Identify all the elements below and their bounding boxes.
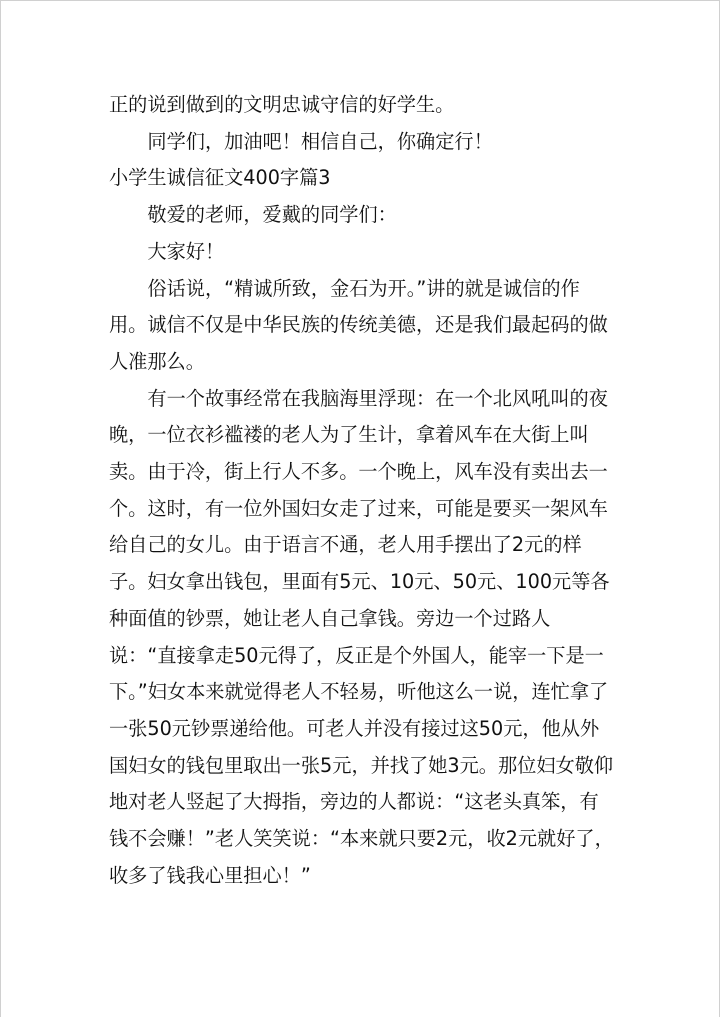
essay-heading: 小学生诚信征文400字篇3 [109,166,331,190]
document-body [109,87,617,894]
paragraph-proverb: 俗话说，“精诚所致，金石为开。”讲的就是诚信的作用。诚信不仅是中华民族的传统美德，还是我们最起码的做人准那么。 [109,276,608,373]
paragraph-greeting: 敬爱的老师，爱戴的同学们： [147,203,397,227]
paragraph-continuation: 正的说到做到的文明忠诚守信的好学生。 [109,93,455,116]
paragraph-encouragement: 同学们，加油吧！相信自己，你确定行！ [147,129,493,153]
paragraph-story: 有一个故事经常在我脑海里浮现：在一个北风吼叫的夜晚，一位衣衫褴褛的老人为了生计，拿着风车在大街上叫卖。由于冷，街上行人不多。一个晚上，风车没有卖出去一个。这时，有一位外国妇女走了过来，可能是要买一架风车给自己的女儿。由于语言不通，老人用手摆出了2元的样子。妇女拿出钱包，里面有5元、10元、50元、100元等各种面值的钞票，她让老人自己拿钱。旁边一个过路人说：“直接拿走50元得了，反正是个外国人，能宰一下是一下。”妇女本来就觉得老人不轻易，听他这么一说，连忙拿了一张50元钞票递给他。可老人并没有接过这50元，他从外国妇女的钱包里取出一张5元，并找了她3元。那位妇女敬仰地对老人竖起了大拇指，旁边的人都说：“这老头真笨，有钱不会赚！”老人笑笑说：“本来就只要2元，收2元就好了，收多了钱我心里担心！” [109,386,614,887]
paragraph-hello: 大家好！ [147,239,225,263]
